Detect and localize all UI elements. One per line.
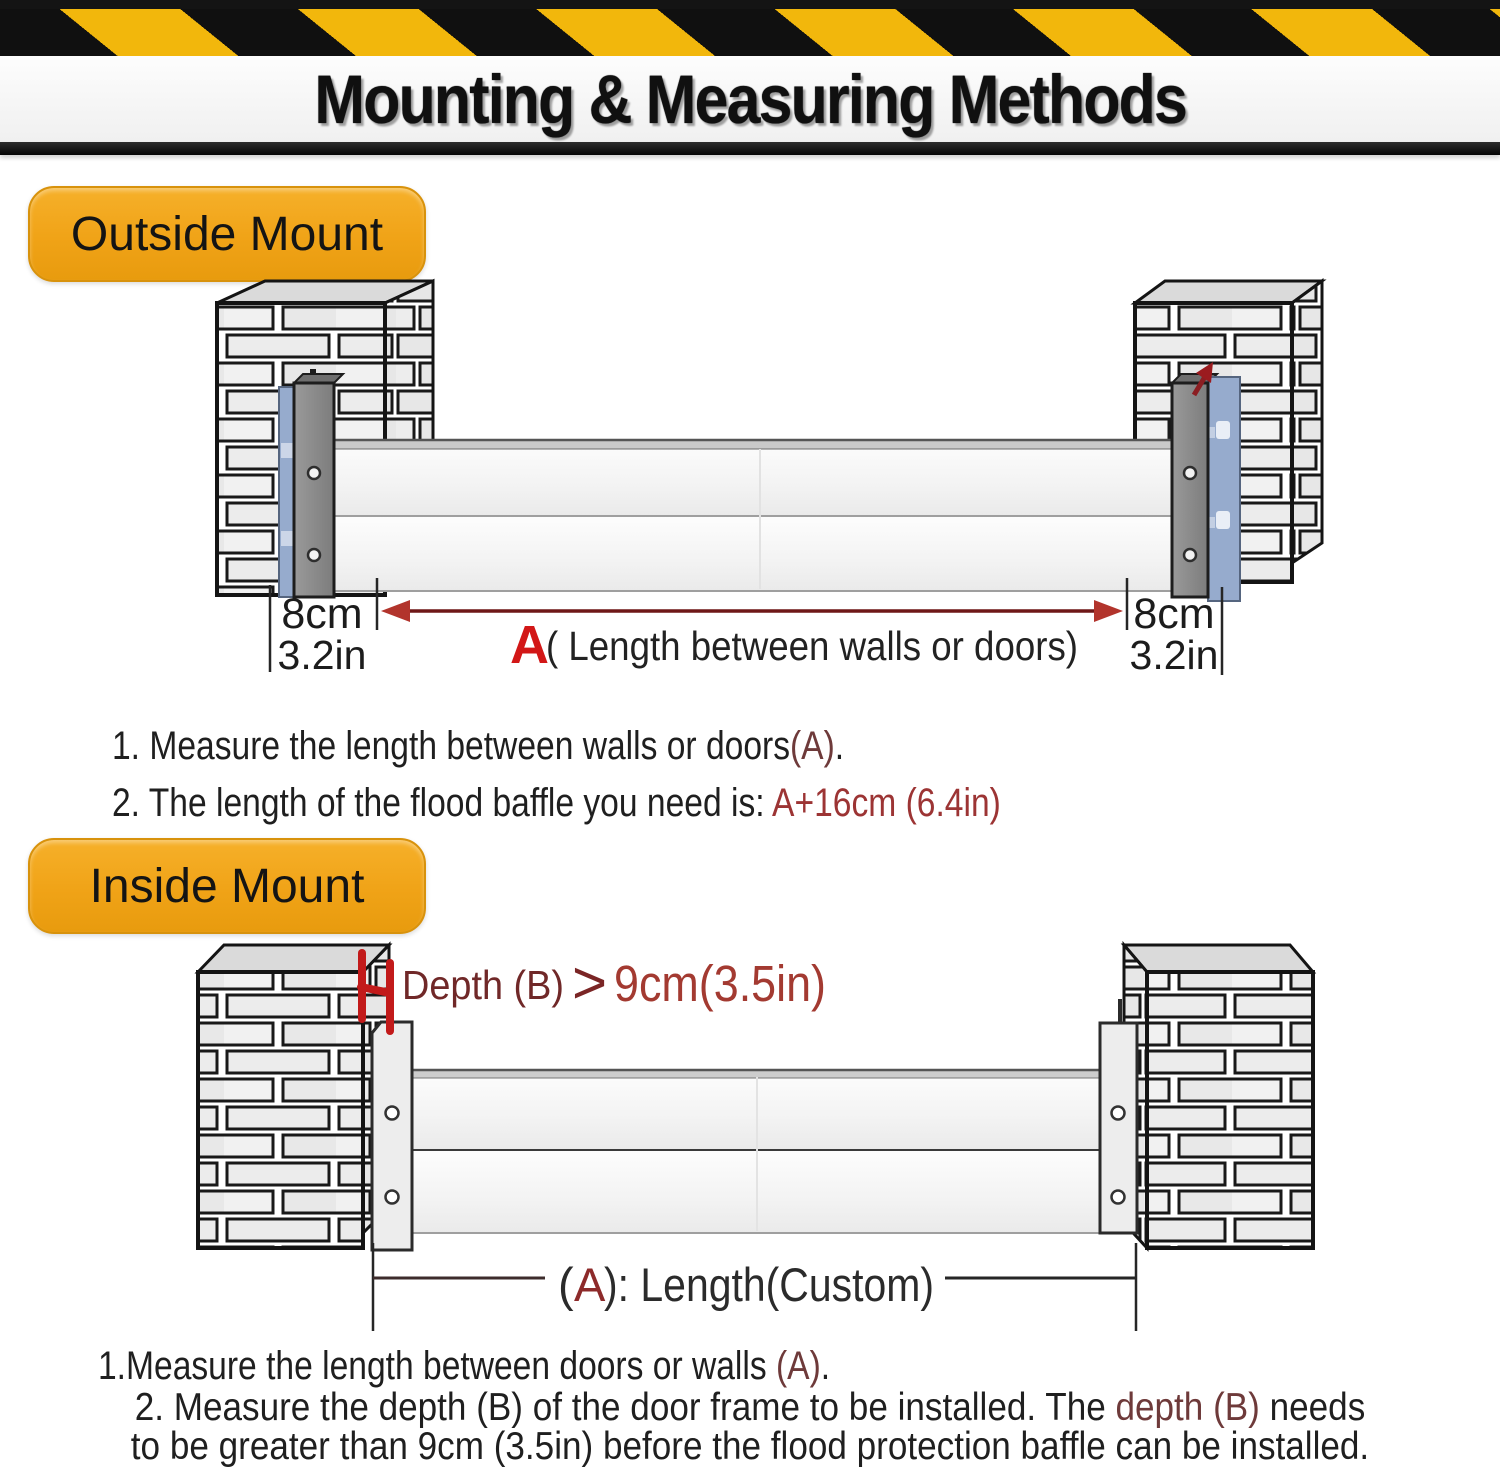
- inside-mount-diagram: [0, 935, 1500, 1335]
- outside-step-2: 2. The length of the flood baffle you need is: A+16cm (6.4in): [112, 781, 1001, 825]
- right-gasket-strip: [1208, 377, 1240, 601]
- arrowhead-right-icon: [1094, 600, 1123, 622]
- outside-mount-steps: [112, 718, 1170, 832]
- outside-left-mounting-bracket: [279, 369, 343, 597]
- header-divider-bar: [0, 142, 1500, 155]
- bracket-screw-hole: [1184, 549, 1196, 561]
- greater-than-sign: >: [572, 949, 608, 1016]
- step-highlight: (A): [789, 724, 835, 768]
- outside-mount-diagram: [0, 275, 1500, 705]
- depth-value: 9cm(3.5in): [614, 955, 826, 1012]
- outside-flood-barrier: [334, 440, 1174, 591]
- length-label-rest: ): Length(Custom): [604, 1258, 934, 1311]
- inside-mount-step-2: 2. Measure the depth (B) of the door frame to be installed. The depth (B) needs to be greater than 9cm (3.5in) before the flood protection baffle can be installed.: [130, 1386, 1370, 1468]
- outside-dimension-marks: [270, 578, 1222, 678]
- inside-mount-badge-label: Inside Mount: [89, 859, 365, 913]
- bracket-screw-hole: [1112, 1191, 1125, 1204]
- span-letter-a: A: [510, 615, 549, 675]
- bracket-screw-hole: [386, 1107, 399, 1120]
- left-offset-cm-label: 8cm: [281, 590, 363, 638]
- right-offset-in-label: 3.2in: [1129, 632, 1219, 678]
- depth-annotation: [402, 949, 826, 1016]
- step-highlight: (A): [775, 1344, 821, 1388]
- inside-right-brick-pillar: [1124, 945, 1313, 1248]
- outside-mount-badge: [28, 186, 426, 282]
- depth-label: Depth (B): [402, 962, 564, 1008]
- inside-dimension-marks: [373, 1243, 1136, 1331]
- arrowhead-left-icon: [381, 600, 410, 622]
- bracket-screw-hole: [308, 549, 320, 561]
- inside-left-channel-bracket: [372, 1022, 412, 1250]
- length-label-open: (: [558, 1258, 574, 1311]
- span-arrow-label: ( Length between walls or doors): [546, 623, 1078, 669]
- inside-mount-step-1: 1.Measure the length between doors or walls (A).: [98, 1344, 831, 1388]
- title-band: [0, 56, 1500, 142]
- inside-right-channel-bracket: [1100, 999, 1137, 1233]
- outside-step-1: 1. Measure the length between walls or doors(A).: [112, 724, 845, 768]
- left-offset-in-label: 3.2in: [277, 632, 367, 678]
- step-highlight: A+16cm (6.4in): [772, 781, 1001, 825]
- inside-mount-badge: [28, 838, 426, 934]
- inside-flood-barrier: [412, 1070, 1100, 1233]
- outside-right-mounting-bracket: [1172, 362, 1240, 601]
- bracket-screw-hole: [1184, 467, 1196, 479]
- caution-tape-stripes: [0, 9, 1500, 58]
- bracket-screw-hole: [308, 467, 320, 479]
- length-letter-a: A: [574, 1258, 606, 1311]
- bracket-screw-hole: [386, 1191, 399, 1204]
- outside-mount-badge-label: Outside Mount: [70, 207, 384, 261]
- bracket-screw-hole: [1112, 1107, 1125, 1120]
- page-title: Mounting & Measuring Methods: [314, 60, 1186, 138]
- right-offset-cm-label: 8cm: [1133, 590, 1215, 638]
- step-highlight: depth (B): [1115, 1386, 1260, 1429]
